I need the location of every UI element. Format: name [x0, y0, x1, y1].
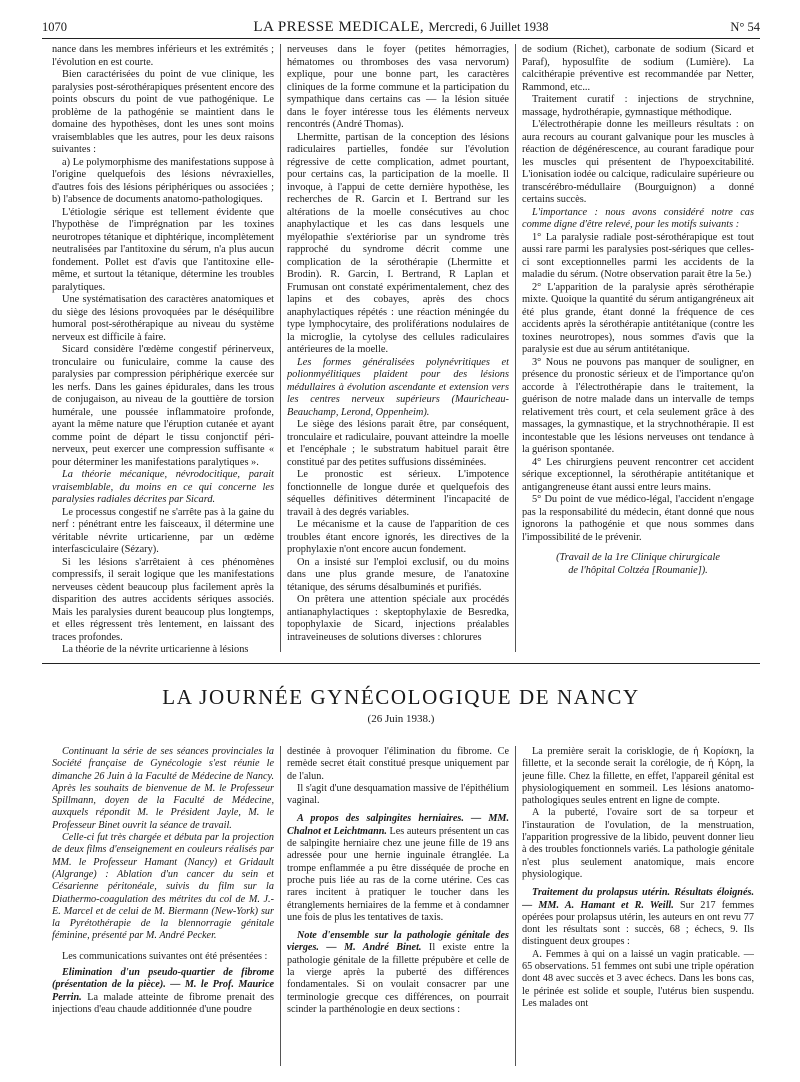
section-rule [42, 663, 760, 664]
paragraph: A. Femmes à qui on a laissé un vagin praticable. — 65 observations. 51 femmes ont subi une triple opération dont 48 avec succès et 3 avec échecs. Dans les bons cas, le périnée est solide et souple, l'utérus bien suspendu. Les malades ont [522, 948, 754, 1009]
column-rule [515, 746, 516, 1066]
paragraph: destinée à provoquer l'élimination du fibrome. Ce remède secret était constitué presque uniquement par de l'alun. [287, 746, 509, 782]
paragraph: Les formes généralisées polynévritiques et polionmyélitiques plaident pour des lésions médullaires à évolution ascendante et extension vers les centres nerveux supérieurs (Mauricheau-Beauchamp, Lerond, Oppenheim). [287, 356, 509, 418]
article-bottom-column-3 [522, 746, 754, 1066]
page-number: 1070 [42, 20, 67, 34]
paragraph: La première serait la corisklogie, de ἡ Κορίσκη, la fillette, et la seconde serait la corélogie, de ἡ Κόρη, la jeune fille. Chez la fillette, en effet, l'appareil génital est physiologiquement en sommeil. Les lésions anatomo-pathologiques seules entrent en ligne de compte. [522, 746, 754, 807]
signature-line: (Travail de la 1re Clinique chirurgicale [556, 552, 720, 563]
paragraph: A la puberté, l'ovaire sort de sa torpeur et l'instauration de l'ovulation, de la menstruation, l'apparition progressive de la libido, peuvent donner lieu à des troubles fonctionnels variés. La pathologie génitale n'est plus seulement anatomique, mais encore physiologique. [522, 807, 754, 880]
paragraph: de sodium (Richet), carbonate de sodium (Sicard et Paraf), hyposulfite de sodium (Lumière). La calcithérapie préventive est recommandée par Netter, Rammond, etc... [522, 44, 754, 93]
signature-line: de l'hôpital Coltzéa [Roumanie]). [568, 564, 708, 576]
rubric-text: Sur 217 femmes opérées pour prolapsus utérin, les auteurs en ont revu 77 dont les résultats sont : succès, 68 ; échecs, 9. Ils distinguent deux groupes : [522, 899, 754, 948]
paragraph: 4° Les chirurgiens peuvent rencontrer cet accident sérique exceptionnel, la sérothérapie antitétanique et antigangreneuse étant aussi entre leurs mains. [522, 456, 754, 493]
paragraph: Le processus congestif ne s'arrête pas à la gaine du nerf : pénétrant entre les faisceaux, il détermine une véritable névrite urticarienne, par un œdème interfasciculaire (Sézary). [52, 506, 274, 555]
paragraph: L'importance : nous avons considéré notre cas comme digne d'être relevé, pour les motifs suivants : [522, 206, 754, 230]
column-rule [280, 746, 281, 1066]
paragraph [522, 887, 754, 948]
article-bottom-column-2 [287, 746, 509, 1066]
paragraph: Le siège des lésions parait être, par conséquent, tronculaire et radiculaire, pouvant atteindre la moelle et l'encéphale ; le substratum habituel parait être constitué par des petites suffusions disséminées. [287, 419, 509, 468]
column-rule [280, 44, 281, 652]
rubric-text: Les auteurs présentent un cas de salpingite herniaire chez une jeune fille de 19 ans adressée pour une hernie inguinale étranglée. La trompe enflammée a pu être disséquée de proche en proche puis liée au ras de la corne utérine. Ces cas rares incitent à pratiquer le toucher dans les étranglements herniaires de la femme et à condamner une fois de plus les tentatives de taxis. [287, 825, 509, 923]
paragraph: Le pronostic est sérieux. L'impotence fonctionnelle de longue durée et quelquefois des séquelles définitives déterminent l'incapacité de travail à des degrés variables. [287, 469, 509, 518]
issue-number: N° 54 [730, 20, 760, 34]
column-rule [515, 44, 516, 652]
paragraph: Continuant la série de ses séances provinciales la Société française de Gynécologie s'est réunie le dimanche 26 Juin à la Faculté de Médecine de Nancy. Après les souhaits de bienvenue de M. le Professeur Spillmann, doyen de la Faculté de Médecine, auxquels répondit M. le Président Jayle, M. le Professeur Binet ouvrit la séance de travail. [52, 746, 274, 831]
rubric-heading: A propos des salpingites herniaires. — MM. Chalnot et Leichtmann. [287, 813, 509, 837]
paragraph: L'étiologie sérique est tellement évidente que l'hypothèse de l'imprégnation par les toxines neurotropes tétanique et diphtérique, incomplètement neutralisées par l'antitoxine du sérum, n'a plus aucun fondement. Pollet est d'avis que l'antitoxine elle-même, et surtout la tétanique, détermine les troubles paralytiques. [52, 206, 274, 293]
paragraph [287, 930, 509, 1016]
paragraph: Bien caractérisées du point de vue clinique, les paralysies post-sérothérapiques présentent encore des points obscurs du point de vue pathogénique. Le problème de la pathogénie se maintient dans le domaine des hypothèses, dont les unes sont moins vraisemblables que les autres, pour les deux raisons suivantes : [52, 69, 274, 155]
paragraph: Traitement curatif : injections de strychnine, massage, hydrothérapie, gymnastique méthodique. [522, 94, 754, 118]
section-title: LA JOURNÉE GYNÉCOLOGIQUE DE NANCY [162, 685, 640, 709]
paragraph: Sicard considère l'œdème congestif périnerveux, tronculaire ou funiculaire, comme la cause des paralysies par compression périphérique exercée sur les nerfs. Dans les gaines épidurales, dans les trous de conjugaison, au niveau de la gouttière de torsion humérale, une poussée inflammatoire profonde, ayant la même nature que l'éruption cutanée et ayant comme point de départ le tissu conjonctif péri-nerveux, peut exercer une compression suffisante « pour déterminer les manifestations paralytiques ». [52, 344, 274, 468]
page-header [42, 20, 760, 39]
paragraph [287, 813, 509, 924]
article-top-column-3 [522, 44, 754, 656]
paragraph: 5° Du point de vue médico-légal, l'accident n'engage pas la responsabilité du médecin, étant donné que nous ignorons la pathogénie et que nous sommes dans l'impossibilité de le prévenir. [522, 494, 754, 543]
article-bottom-column-1 [52, 746, 274, 1066]
paragraph: nance dans les membres inférieurs et les extrémités ; l'évolution en est courte. [52, 44, 274, 68]
article-top-column-1 [52, 44, 274, 652]
article-top-column-2 [287, 44, 509, 652]
rubric-text: La malade atteinte de fibrome prenait des injections d'eau chaude additionnée d'une poudre [52, 991, 274, 1015]
paragraph: Celle-ci fut très chargée et débuta par la projection de deux films d'enseignement en couleurs réalisés par MM. le Professeur Hamant (Nancy) et Gridault (Algrange) : Ablation d'un cancer du sein et Césarienne péritonéale, suivis du film sur la Diathermo-coagulation des métrites du col de M. J.-E. Marcel et de celui de M. Biermann (New-York) sur la Pyrétothérapie de la blennorragie génitale féminine, présenté par M. André Pecker. [52, 832, 274, 942]
paragraph: 2° L'apparition de la paralysie après sérothérapie mixte. Quoique la quantité du sérum antigangréneux ait été plus grande, étant donné la fréquence de ces accidents après la sérothérapie antitétanique (contre les toxines neurotropes), nous sommes d'avis que la paralysie est due au sérum antitétanique. [522, 281, 754, 355]
paragraph: L'électrothérapie donne les meilleurs résultats : on aura recours au courant galvanique pour les muscles à réaction de dégénérescence, au courant faradique pour les muscles qui présentent de l'hypoexcitabilité. L'ionisation iodée ou calcique, radiculaire supérieure ou transcérébro-médullaire (Bourguignon) a donné certains succès. [522, 119, 754, 205]
issue-date: Mercredi, 6 Juillet 1938 [428, 20, 549, 34]
paragraph: Lhermitte, partisan de la conception des lésions radiculaires partielles, fondée sur l'évolution régressive de cette complication, admet pourtant, pour certains cas, la participation de la moelle. Il invoque, à l'appui de cette dernière hypothèse, les recherches de R. Garcin et I. Bertrand sur les altérations de la moelle consécutives au choc anaphylactique et les cas dans lesquels une myélopathie s'extériorise par un syndrome très rapproché du syndrome décrit comme une complication de la sérothérapie (Lhermitte et Brodin). R. Garcin, I. Bertrand, R Laplan et Frumusan ont constaté expérimentalement, chez des lapins et des cobayes, après des chocs anaphylactiques répétés : une réaction méningée du type lymphocytaire, des proliférations nodulaires de la microglie, la cytolyse des cellules radiculaires antérieures de la moelle. [287, 131, 509, 355]
paragraph: Une systématisation des caractères anatomiques et du siège des lésions provoquées par le déséquilibre humoral post-sérothérapique au niveau du système nerveux est difficile à faire. [52, 294, 274, 343]
masthead [42, 19, 760, 36]
paragraph: On prêtera une attention spéciale aux procédés antianaphylactiques : skeptophylaxie de Besredka, topophylaxie de Sicard, injections préalables intraveineuses de solutions diverses : chlorures [287, 594, 509, 643]
paragraph: Le mécanisme et la cause de l'apparition de ces troubles étant encore ignorés, les directives de la prophylaxie n'ont encore aucun fondement. [287, 519, 509, 555]
paragraph: Il s'agit d'une desquamation massive de l'épithélium vaginal. [287, 782, 509, 807]
paragraph: Les communications suivantes ont été présentées : [62, 950, 268, 962]
rubric-heading: Note d'ensemble sur la pathologie génitale des vierges. — M. André Binet. [287, 930, 509, 954]
paragraph: La théorie de la névrite urticarienne à lésions [62, 644, 249, 652]
rubric-heading: Traitement du prolapsus utérin. Résultats éloignés. — MM. A. Hamant et R. Weill. [522, 887, 754, 911]
rubric-heading: Elimination d'un pseudo-quartier de fibrome (présentation de la pièce). — M. le Prof. Maurice Perrin. [52, 967, 274, 1003]
paragraph: a) Le polymorphisme des manifestations suppose à l'origine quelquefois des lésions névraxielles, d'autres fois des lésions périphériques ou associées ; b) l'absence de documents anatomo-pathologiques. [52, 156, 274, 205]
signature [522, 552, 754, 577]
rubric-text: Il existe entre la pathologie génitale de la fillette prépubère et celle de la vierge après la puberté des différences fondamentales. Si on voulait consacrer par une terminologie grecque ces différences, on pourrait scinder la parthénologie en deux sections : [287, 942, 509, 1015]
journal-name: LA PRESSE MEDICALE, [253, 19, 425, 35]
paragraph: On a insisté sur l'emploi exclusif, ou du moins dans une plus grande mesure, de l'anatoxine tétanique, des sérums désalbuminés et purifiés. [287, 556, 509, 593]
paragraph: 3° Nous ne pouvons pas manquer de souligner, en présence du pronostic sérieux et de l'importance qu'on accorde à l'électrothérapie dans le traitement, la guérison de notre malade dans un intervalle de temps relativement très court, et cela seulement grâce à des massages, la gymnastique, et la strychnothérapie. Il est incontestable que les lésions nerveuses ont tendance à la guérison spontanée. [522, 356, 754, 455]
paragraph [52, 967, 274, 1016]
paragraph: Si les lésions s'arrêtaient à ces phénomènes compressifs, il serait logique que les manifestations nerveuses cèdent beaucoup plus facilement après la disparition des autres accidents sériques associés. Mais les paralysies durent beaucoup plus longtemps, et elles régressent très lentement, en laissant des traces profondes. [52, 556, 274, 643]
paragraph: 1° La paralysie radiale post-sérothérapique est tout aussi rare parmi les paralysies post-sériques que celles-ci sont exceptionnelles parmi les accidents de la maladie du sérum. (Notre observation parait être la 5e.) [522, 231, 754, 280]
paragraph: nerveuses dans le foyer (petites hémorragies, hématomes ou thromboses des vasa nervorum) explique, pour une bonne part, les caractères cliniques de la forme commune et la participation du sympathique dans certains cas — la lésion située dans le foyer intéresse tous les éléments nerveux rencontrés (André Thomas). [287, 44, 509, 130]
section-date: (26 Juin 1938.) [367, 713, 435, 725]
paragraph: La théorie mécanique, névrodocitique, parait vraisemblable, du moins en ce qui concerne les paralysies radiales décrites par Sicard. [52, 469, 274, 505]
